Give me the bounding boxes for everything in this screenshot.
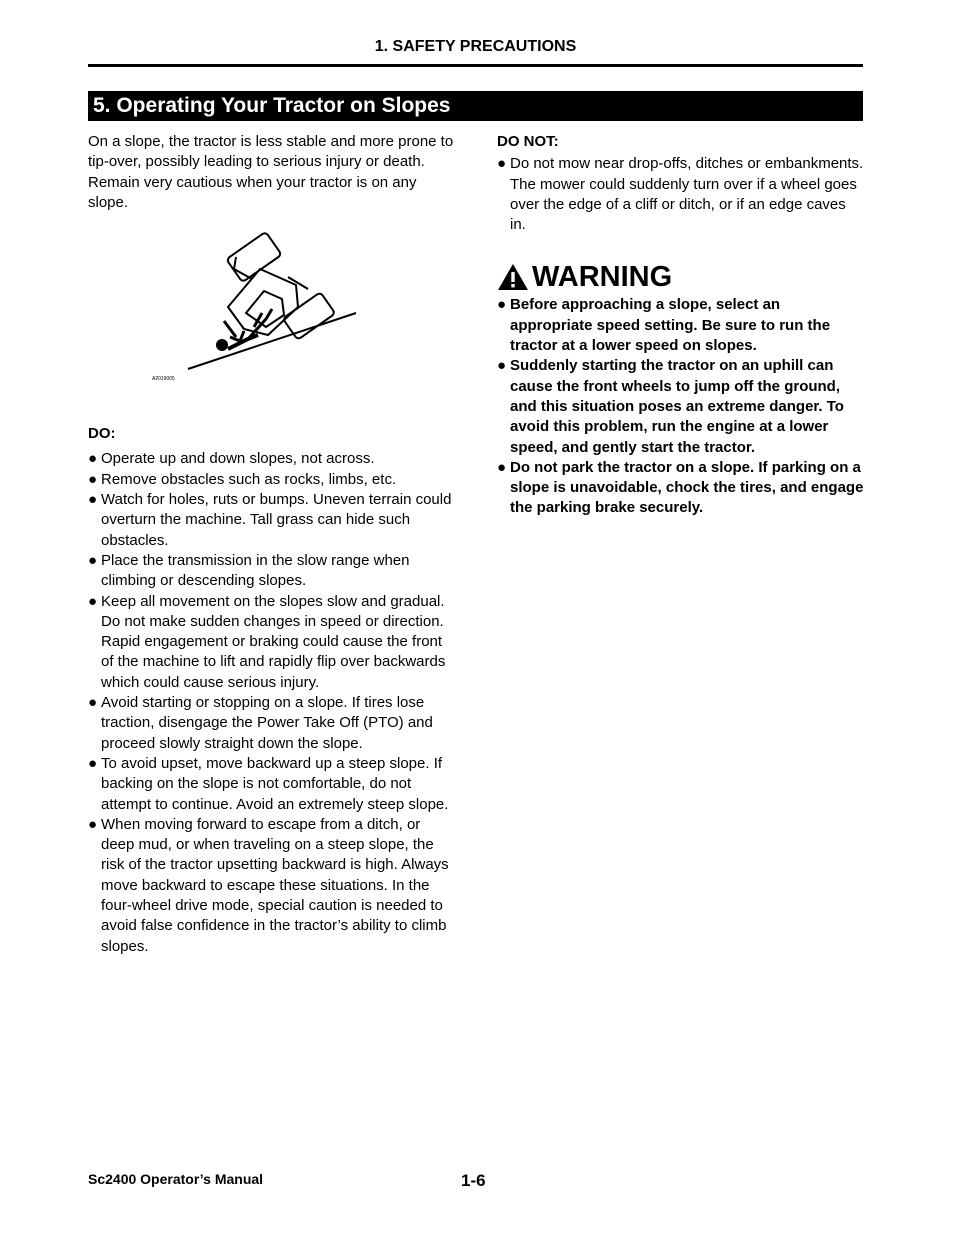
warning-list <box>497 295 865 518</box>
intro-paragraph: On a slope, the tractor is less stable and more prone to tip-over, possibly leading to serious injury or death. Remain very cautious when your tractor is on any slope. <box>88 133 454 211</box>
bullet-icon: ● <box>88 551 98 569</box>
slope-illustration <box>88 217 456 417</box>
list-item: ● Operate up and down slopes, not across. <box>88 449 456 469</box>
list-item: ● Watch for holes, ruts or bumps. Uneven terrain could overturn the machine. Tall grass can hide such obstacles. <box>88 491 452 549</box>
footer-manual-title: Sc2400 Operator’s Manual <box>88 1171 264 1187</box>
list-item: ● Suddenly starting the tractor on an uphill can cause the front wheels to jump off the ground, and this situation poses an extreme danger. To avoid this problem, run the engine at a lower speed, and gently start the tractor. <box>497 357 844 456</box>
bullet-icon: ● <box>497 357 507 375</box>
do-not-list <box>497 154 865 235</box>
bullet-icon: ● <box>88 754 98 772</box>
left-column <box>88 132 456 957</box>
bullet-icon: ● <box>497 155 507 173</box>
warning-heading <box>497 259 865 295</box>
page-header: 1. SAFETY PRECAUTIONS <box>374 38 577 55</box>
warning-title: WARNING <box>532 261 673 294</box>
list-item: ● To avoid upset, move backward up a steep slope. If backing on the slope is not comfortable, do not attempt to continue. Avoid an extremely steep slope. <box>88 754 449 813</box>
bullet-icon: ● <box>497 296 507 314</box>
bullet-icon: ● <box>88 815 98 833</box>
list-item: ● Avoid starting or stopping on a slope. If tires lose traction, disengage the Power Take Off (PTO) and proceed slowly straight down the slope. <box>88 694 433 752</box>
bullet-icon: ● <box>88 491 98 509</box>
header-rule <box>88 64 863 67</box>
list-item: ● Do not mow near drop-offs, ditches or embankments. The mower could suddenly turn over if a wheel goes over the edge of a cliff or ditch, or if an edge caves in. <box>497 155 864 234</box>
bullet-icon: ● <box>88 694 98 712</box>
do-not-label: DO NOT: <box>497 133 559 150</box>
do-label: DO: <box>88 425 116 443</box>
right-column <box>497 132 865 519</box>
page-number: 1-6 <box>461 1171 486 1190</box>
list-item: ● Before approaching a slope, select an appropriate speed setting. Be sure to run the tractor at a lower speed on slopes. <box>497 296 831 355</box>
list-item: ● Do not park the tractor on a slope. If parking on a slope is unavoidable, chock the tires, and engage the parking brake securely. <box>497 458 864 517</box>
list-item: ● Remove obstacles such as rocks, limbs, etc. <box>88 470 456 490</box>
bullet-icon: ● <box>88 592 98 610</box>
figure-code: A2019005 <box>152 376 175 383</box>
bullet-icon: ● <box>88 450 98 468</box>
warning-triangle-icon <box>497 263 529 291</box>
list-item: ● Keep all movement on the slopes slow and gradual. Do not make sudden changes in speed or direction. Rapid engagement or braking could cause the front of the machine to lift and rapidly flip over backwards which could cause serious injury. <box>88 592 446 691</box>
list-item: ● Place the transmission in the slow range when climbing or descending slopes. <box>88 551 410 590</box>
tractor-tipping-over-illustration <box>148 217 388 382</box>
section-title: 5. Operating Your Tractor on Slopes <box>88 91 863 121</box>
bullet-icon: ● <box>497 458 507 476</box>
do-list <box>88 449 456 956</box>
bullet-icon: ● <box>88 470 98 488</box>
list-item: ● When moving forward to escape from a ditch, or deep mud, or when traveling on a steep slope, the risk of the tractor upsetting backward is high. Always move backward to escape these situations. In the four-wheel drive mode, special caution is needed to avoid false confidence in the tractor’s ability to climb slopes. <box>88 815 449 955</box>
